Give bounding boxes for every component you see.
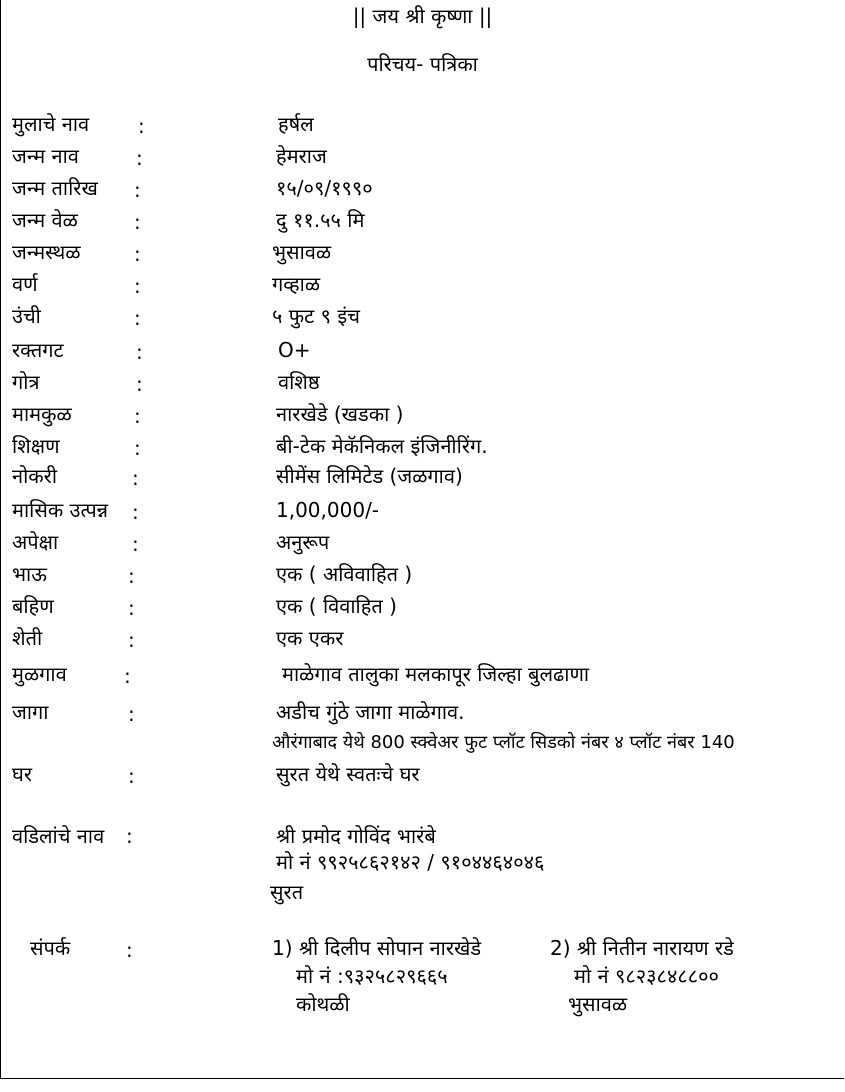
field-label: जागा [12, 700, 49, 724]
field-colon: : [128, 564, 135, 588]
field-value: एक ( अविवाहित ) [276, 562, 413, 586]
field-colon: : [134, 178, 141, 202]
father-phone: मो नं ९९२५८६२१४२ / ९१०४४६४०४६ [276, 850, 545, 874]
field-colon: : [134, 242, 141, 266]
field-colon: : [128, 596, 135, 620]
field-label: जन्मस्थळ [12, 240, 81, 264]
field-label: नोकरी [12, 464, 57, 488]
contact-label: संपर्क [30, 936, 71, 960]
father-colon: : [126, 824, 133, 848]
field-colon: : [132, 466, 139, 490]
field-colon: : [136, 146, 143, 170]
field-colon: : [134, 210, 141, 234]
field-label: रक्तगट [12, 338, 64, 362]
field-label: मामकुळ [12, 402, 72, 426]
field-value: वशिष्ठ [278, 370, 320, 394]
field-label: बहिण [12, 594, 54, 618]
field-value: १५/०९/१९९० [276, 176, 373, 200]
field-label: अपेक्षा [12, 530, 59, 554]
field-colon: : [134, 404, 141, 428]
invocation-heading: || जय श्री कृष्णा || [352, 4, 493, 28]
field-colon: : [128, 628, 135, 652]
father-label: वडिलांचे नाव [12, 824, 105, 848]
father-city: सुरत [270, 880, 304, 904]
field-value: 1,00,000/- [276, 498, 380, 522]
field-colon: : [132, 500, 139, 524]
field-label: मुलाचे नाव [12, 112, 90, 136]
field-value: एक ( विवाहित ) [276, 594, 397, 618]
field-label: जन्म तारिख [12, 176, 98, 200]
field-value: औरंगाबाद येथे 800 स्क्वेअर फुट प्लॉट सिडको नंबर ४ प्लॉट नंबर 140 [272, 732, 735, 753]
contact-1-city: कोथळी [296, 992, 350, 1016]
contact-2-phone: मो नं ९८२३८४८८०० [574, 964, 719, 988]
field-colon: : [124, 664, 131, 688]
contact-2-name: 2) श्री नितीन नारायण रडे [550, 936, 734, 960]
field-colon: : [132, 532, 139, 556]
field-label: वर्ण [12, 272, 38, 296]
field-value: दु ११.५५ मि [276, 208, 365, 232]
field-colon: : [136, 372, 143, 396]
field-value: हेमराज [276, 144, 327, 168]
field-label: शेती [12, 626, 43, 650]
field-colon: : [136, 340, 143, 364]
field-colon: : [134, 306, 141, 330]
field-value: माळेगाव तालुका मलकापूर जिल्हा बुलढाणा [282, 662, 590, 686]
page-title: परिचय- पत्रिका [367, 52, 478, 76]
field-value: भुसावळ [272, 240, 332, 264]
field-label: मुळगाव [12, 662, 67, 686]
field-colon: : [134, 274, 141, 298]
field-value: गव्हाळ [272, 272, 321, 296]
field-colon: : [134, 436, 141, 460]
field-value: बी-टेक मेकॅनिकल इंजिनीरिंग. [276, 434, 488, 458]
field-value: हर्षल [278, 112, 314, 136]
field-label: मासिक उत्पन्न [12, 498, 109, 522]
field-label: जन्म वेळ [12, 208, 78, 232]
field-value: O+ [278, 338, 311, 362]
field-label: शिक्षण [12, 434, 60, 458]
field-label: भाऊ [12, 562, 47, 586]
field-label: गोत्र [12, 370, 40, 394]
field-value: एक एकर [276, 626, 344, 650]
field-value: नारखेडे (खडका ) [276, 402, 404, 426]
field-value: सुरत येथे स्वतःचे घर [276, 762, 420, 786]
field-colon: : [138, 114, 145, 138]
father-name: श्री प्रमोद गोविंद भारंबे [276, 824, 436, 848]
field-value: ५ फुट ९ इंच [272, 304, 360, 328]
field-label: जन्म नाव [12, 144, 79, 168]
field-label: उंची [12, 304, 41, 328]
contact-2-city: भुसावळ [568, 992, 628, 1016]
field-value: अडीच गुंठे जागा माळेगाव. [276, 700, 465, 724]
contact-1-phone: मो नं :९३२५८२९६६५ [296, 964, 448, 988]
field-value: सीमेंस लिमिटेड (जळगाव) [276, 464, 463, 488]
field-value: अनुरूप [276, 530, 330, 554]
contact-1-name: 1) श्री दिलीप सोपान नारखेडे [272, 936, 482, 960]
field-colon: : [128, 764, 135, 788]
contact-colon: : [126, 938, 133, 962]
field-label: घर [12, 762, 32, 786]
field-colon: : [128, 702, 135, 726]
